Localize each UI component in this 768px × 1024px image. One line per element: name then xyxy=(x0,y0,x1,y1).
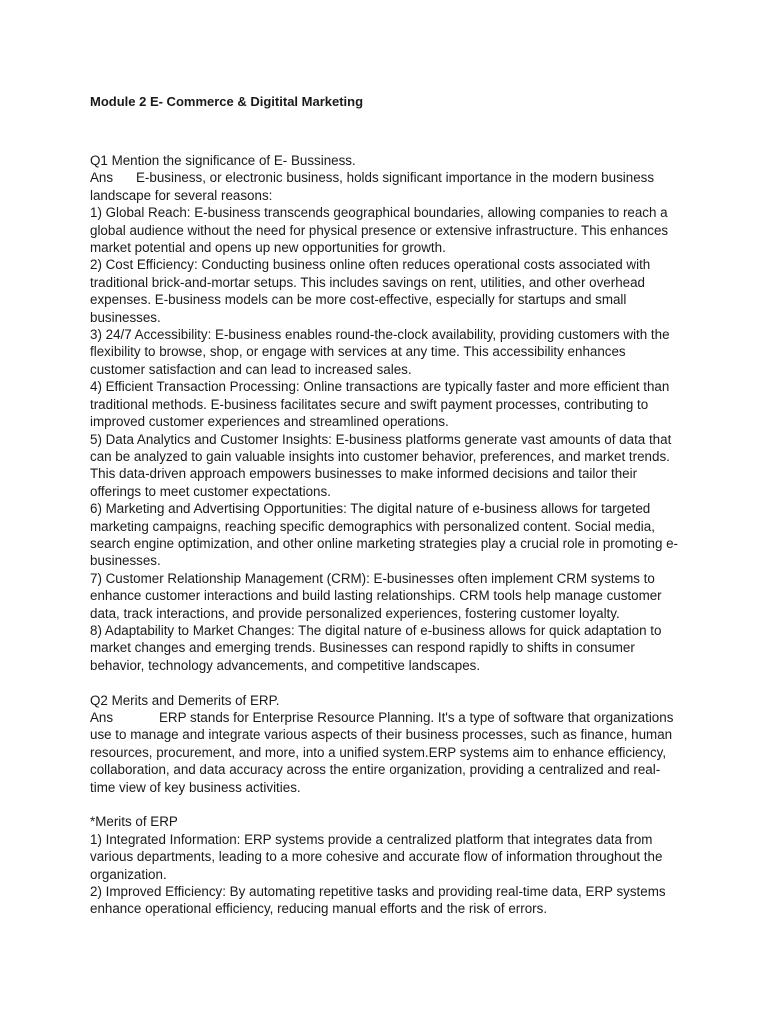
q1-point-7: 7) Customer Relationship Management (CRM): E-businesses often implement CRM systems to enhance customer interactions and build lasting relationships. CRM tools help manage customer data, track interactions, and provide personalized experiences, fostering customer loyalty. xyxy=(90,570,662,621)
q2-question: Q2 Merits and Demerits of ERP. xyxy=(90,692,280,708)
q1-answer-intro xyxy=(90,169,680,204)
q2-ans-label: Ans xyxy=(90,709,114,725)
q1-point-6: 6) Marketing and Advertising Opportunities: The digital nature of e-business allows for targeted marketing campaigns, reaching specific demographics with personalized content. Social media, search engine optimization, and other online marketing strategies play a crucial role in promoting e-businesses. xyxy=(90,501,679,569)
q1-point-1: 1) Global Reach: E-business transcends geographical boundaries, allowing companies to reach a global audience without the need for physical presence or extensive infrastructure. This enhances market potential and opens up new opportunities for growth. xyxy=(90,205,669,256)
merit-1: 1) Integrated Information: ERP systems provide a centralized platform that integrates data from various departments, leading to a more cohesive and accurate flow of information throughout the organization. xyxy=(90,831,663,882)
q2-answer-intro xyxy=(90,709,680,796)
document-page xyxy=(90,93,680,918)
q1-point-8: 8) Adaptability to Market Changes: The digital nature of e-business allows for quick adaptation to market changes and emerging trends. Businesses can respond rapidly to shifts in consumer behavior, technology advancements, and competitive landscapes. xyxy=(90,622,662,673)
q1-point-4: 4) Efficient Transaction Processing: Online transactions are typically faster and more efficient than traditional methods. E-business facilitates secure and swift payment processes, contributing to improved customer experiences and streamlined operations. xyxy=(90,379,670,430)
merit-2: 2) Improved Efficiency: By automating repetitive tasks and providing real-time data, ERP systems enhance operational efficiency, reducing manual efforts and the risk of errors. xyxy=(90,884,666,917)
q1-point-2: 2) Cost Efficiency: Conducting business online often reduces operational costs associated with traditional brick-and-mortar setups. This includes savings on rent, utilities, and other overhead expenses. E-business models can be more cost-effective, especially for startups and small businesses. xyxy=(90,257,651,325)
q1-question: Q1 Mention the significance of E- Bussiness. xyxy=(90,153,356,168)
q2-intro-text: ERP stands for Enterprise Resource Planning. It's a type of software that organizations use to manage and integrate various aspects of their business processes, such as finance, human resources, procurement, and more, into a unified system.ERP systems aim to enhance efficiency, collaboration, and data accuracy across the entire organization, providing a centralized and real-time view of key business activities. xyxy=(90,709,674,795)
q1-point-3: 3) 24/7 Accessibility: E-business enables round-the-clock availability, providing customers with the flexibility to browse, shop, or engage with services at any time. This accessibility enhances customer satisfaction and can lead to increased sales. xyxy=(90,327,670,377)
q1-section xyxy=(90,152,680,674)
document-title: Module 2 E- Commerce & Digitital Marketing xyxy=(90,94,364,109)
q2-section xyxy=(90,692,680,918)
q1-intro-text: E-business, or electronic business, holds significant importance in the modern business landscape for several reasons: xyxy=(90,170,655,203)
section-gap xyxy=(90,674,680,691)
q1-point-5: 5) Data Analytics and Customer Insights: E-business platforms generate vast amounts of data that can be analyzed to gain valuable insights into customer behavior, preferences, and market trends. This data-driven approach empowers businesses to make informed decisions and tailor their offerings to meet customer expectations. xyxy=(90,431,672,499)
q1-ans-label: Ans xyxy=(90,170,114,186)
merits-heading: *Merits of ERP xyxy=(90,814,178,830)
paragraph-gap xyxy=(90,796,680,813)
